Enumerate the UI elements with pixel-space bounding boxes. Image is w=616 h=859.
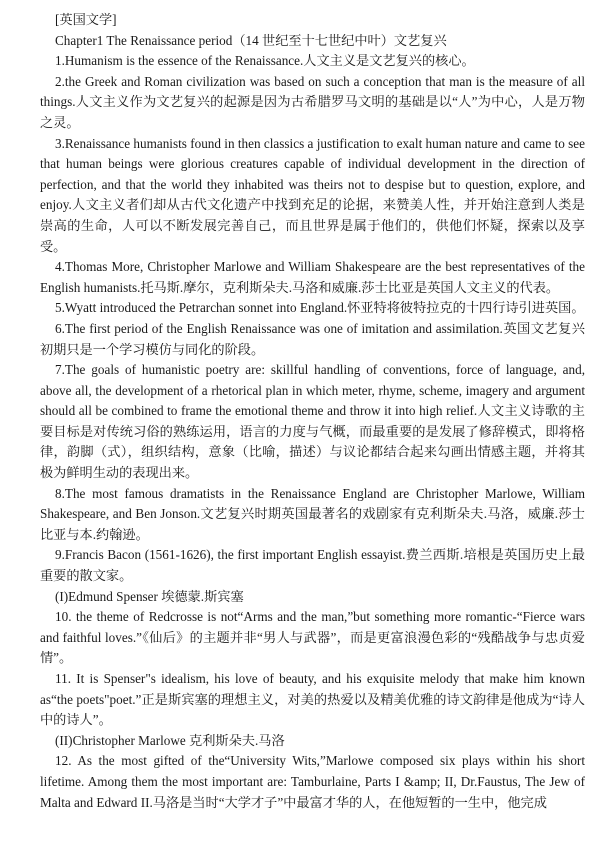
paragraph-9: 9.Francis Bacon (1561-1626), the first important English essayist.费兰西斯.培根是英国历史上最重要的散文家。 [40, 547, 585, 584]
paragraph-4: 4.Thomas More, Christopher Marlowe and William Shakespeare are the best representatives of the English humanists.托马斯.摩尔，克利斯朵夫.马洛和威廉.莎士比亚是英国人文主义的代表。 [40, 259, 585, 295]
paragraph-6: 6.The first period of the English Renaissance was one of imitation and assimilation.英国文艺复兴初期只是一个学习模仿与同化的阶段。 [40, 320, 585, 357]
paragraph-12: 12. As the most gifted of the“University Wits,”Marlowe composed six plays within his short lifetime. Among them the most important are: Tamburlaine, Parts I &amp; II, Dr.Faustus, The Jew of Malta and Edward II.马洛是当时“大学才子”中最富才华的人，在他短暂的一生中，他完成 [40, 753, 585, 810]
paragraph-7: 7.The goals of humanistic poetry are: skillful handling of conventions, force of language, and, above all, the development of a rhetorical plan in which meter, rhyme, scheme, imagery and argument should all be combined to frame the emotional theme and throw it into high relief.人文主义诗歌的主要目标是对传统习俗的熟练运用，语言的力度与气概，而最重要的是发展了修辞模式，即将格律，韵脚（式），组织结构，意象（比喻，描述）与议论都结合起来勾画出情感主题，并将其极为鲜明生动的表现出来。 [40, 362, 585, 481]
category-label: [英国文学] [55, 12, 117, 27]
paragraph-10: 10. the theme of Redcrosse is not“Arms and the man,”but something more romantic-“Fierce wars and faithful loves.”《仙后》的主题并非“男人与武器”，而是更富浪漫色彩的“残酷战争与忠贞爱情”。 [40, 609, 585, 666]
section-heading-marlowe: (II)Christopher Marlowe 克利斯朵夫.马洛 [55, 732, 285, 748]
paragraph-2: 2.the Greek and Roman civilization was based on such a conception that man is the measure of all things.人文主义作为文艺复兴的起源是因为古希腊罗马文明的基础是以“人”为中心，人是万物之灵。 [40, 73, 585, 130]
paragraph-8: 8.The most famous dramatists in the Renaissance England are Christopher Marlowe, William Shakespeare, and Ben Jonson.文艺复兴时期英国最著名的戏剧家有克利斯朵夫.马洛，威廉.莎士比亚与本.约翰逊。 [40, 485, 585, 542]
chapter-title: Chapter1 The Renaissance period（14 世纪至十七世纪中叶）文艺复兴 [55, 32, 447, 48]
paragraph-3: 3.Renaissance humanists found in then classics a justification to exalt human nature and came to see that human beings were glorious creatures capable of individual development in the direction of perfection, and that the world they inhabited was theirs not to despise but to question, explore, and enjoy.人文主义者们却从古代文化遗产中找到充足的论据，来赞美人性，并开始注意到人类是崇高的生命，人可以不断发展完善自己，而且世界是属于他们的，供他们怀疑，探索以及享受。 [40, 135, 585, 254]
paragraph-5: 5.Wyatt introduced the Petrarchan sonnet into England.怀亚特将彼特拉克的十四行诗引进英国。 [55, 300, 585, 316]
paragraph-1: 1.Humanism is the essence of the Renaissance.人文主义是文艺复兴的核心。 [55, 53, 475, 69]
section-heading-spenser: (I)Edmund Spenser 埃德蒙.斯宾塞 [55, 588, 244, 604]
paragraph-11: 11. It is Spenser"s idealism, his love of beauty, and his exquisite melody that make him known as“the poets"poet.”正是斯宾塞的理想主义，对美的热爱以及精美优雅的诗文韵律是他成为“诗人中的诗人”。 [40, 671, 585, 728]
